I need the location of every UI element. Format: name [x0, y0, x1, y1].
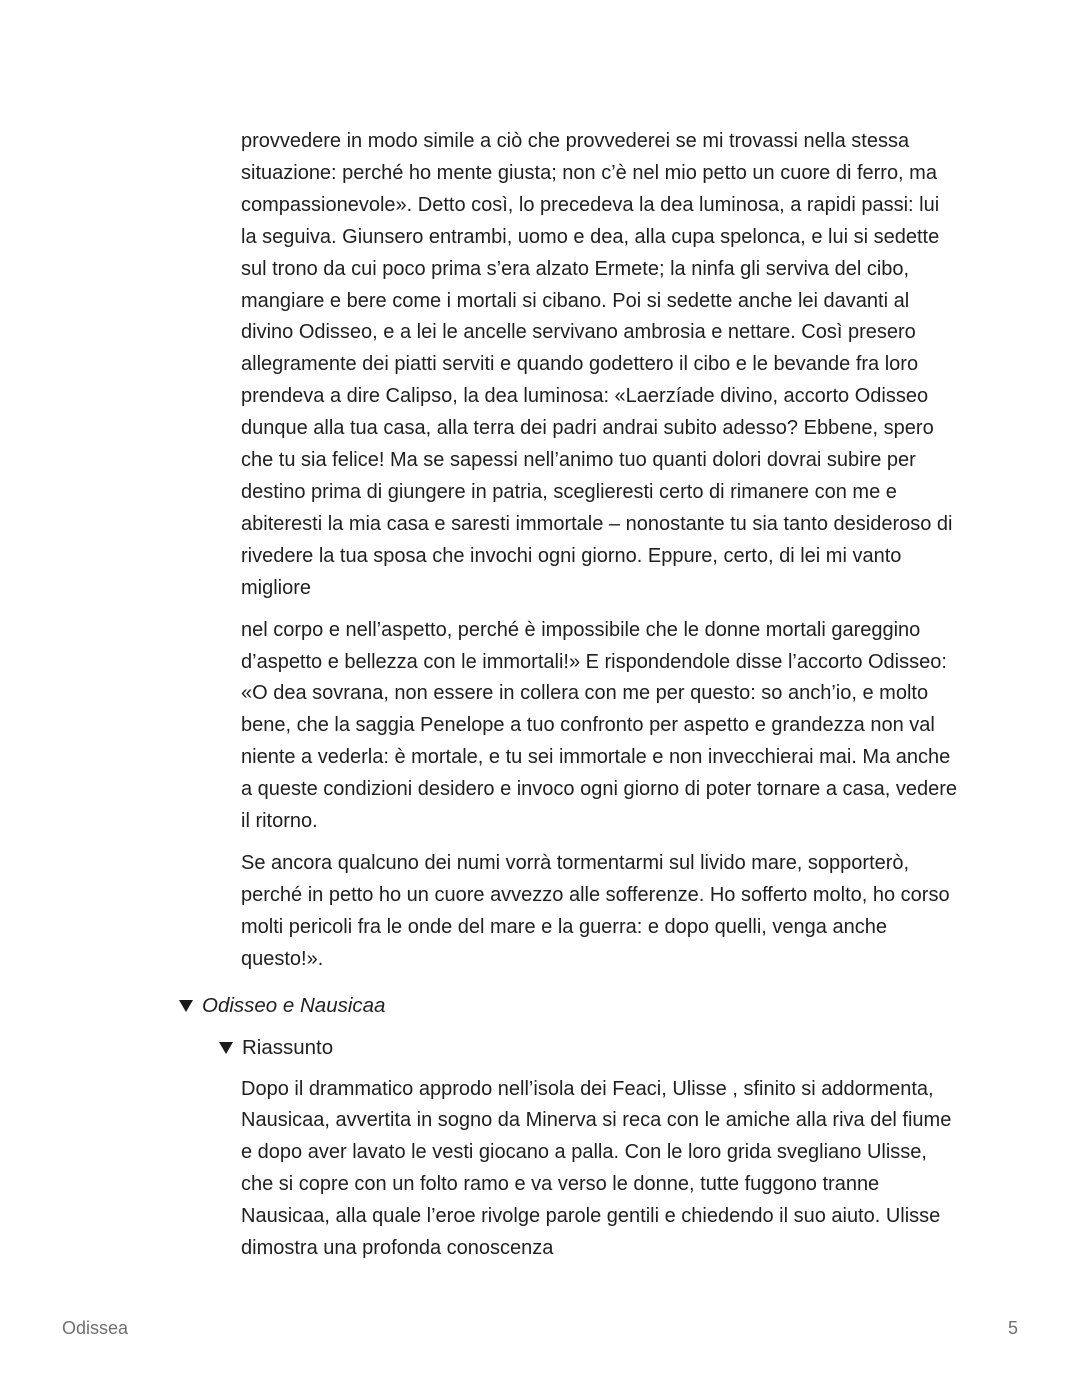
- paragraph-odisseo-reply: nel corpo e nell’aspetto, perché è impossibile che le donne mortali gareggino d’aspetto e bellezza con le immortali!» E rispondendole disse l’accorto Odisseo: «O dea sovrana, non essere in collera con me per questo: so anch’io, e molto bene, che la saggia Penelope a tuo confronto per aspetto e grandezza non val niente a vederla: è mortale, e tu sei immortale e non invecchierai mai. Ma anche a queste condizioni desidero e invoco ogni giorno di poter tornare a casa, vedere il ritorno.: [241, 618, 958, 833]
- section-title: Odisseo e Nausicaa: [202, 993, 386, 1017]
- subsection-title: Riassunto: [242, 1035, 334, 1059]
- toggle-odisseo-nausicaa[interactable]: [179, 990, 1080, 1022]
- page-content: [0, 126, 1080, 1265]
- footer-doc-title: Odissea: [62, 1318, 129, 1338]
- paragraph-odisseo-endurance: Se ancora qualcuno dei numi vorrà tormentarmi sul livido mare, sopporterò, perché in petto ho un cuore avvezzo alle sofferenze. Ho sofferto molto, ho corso molti pericoli fra le onde del mare e la guerra: e dopo quelli, venga anche questo!».: [241, 851, 950, 970]
- toggle-riassunto[interactable]: [219, 1032, 1080, 1064]
- triangle-down-icon[interactable]: [219, 1042, 233, 1054]
- page-number: 5: [1007, 1318, 1018, 1338]
- summary-paragraph: Dopo il drammatico approdo nell’isola dei Feaci, Ulisse , sfinito si addormenta, Nausicaa, avvertita in sogno da Minerva si reca con le amiche alla riva del fiume e dopo aver lavato le vesti giocano a palla. Con le loro grida svegliano Ulisse, che si copre con un folto ramo e va verso le donne, tutte fuggono tranne Nausicaa, alla quale l’eroe rivolge parole gentili e chiedendo il suo aiuto. Ulisse dimostra una profonda conoscenza: [241, 1077, 952, 1260]
- triangle-down-icon[interactable]: [179, 1000, 193, 1012]
- paragraph-calipso-speech: provvedere in modo simile a ciò che provvederei se mi trovassi nella stessa situazione: perché ho mente giusta; non c’è nel mio petto un cuore di ferro, ma compassionevole». Detto così, lo precedeva la dea luminosa, a rapidi passi: lui la seguiva. Giunsero entrambi, uomo e dea, alla cupa spelonca, e lui si sedette sul trono da cui poco prima s’era alzato Ermete; la ninfa gli serviva del cibo, mangiare e bere come i mortali si cibano. Poi si sedette anche lei davanti al divino Odisseo, e a lei le ancelle servivano ambrosia e nettare. Così presero allegramente dei piatti serviti e quando godettero il cibo e le bevande fra loro prendeva a dire Calipso, la dea luminosa: «Laerzíade divino, accorto Odisseo dunque alla tua casa, alla terra dei padri andrai subito adesso? Ebbene, spero che tu sia felice! Ma se sapessi nell’animo tuo quanti dolori dovrai subire per destino prima di giungere in patria, sceglieresti certo di rimanere con me e abiteresti la mia casa e saresti immortale – nonostante tu sia tanto desideroso di rivedere la tua sposa che invochi ogni giorno. Eppure, certo, di lei mi vanto migliore: [241, 130, 953, 599]
